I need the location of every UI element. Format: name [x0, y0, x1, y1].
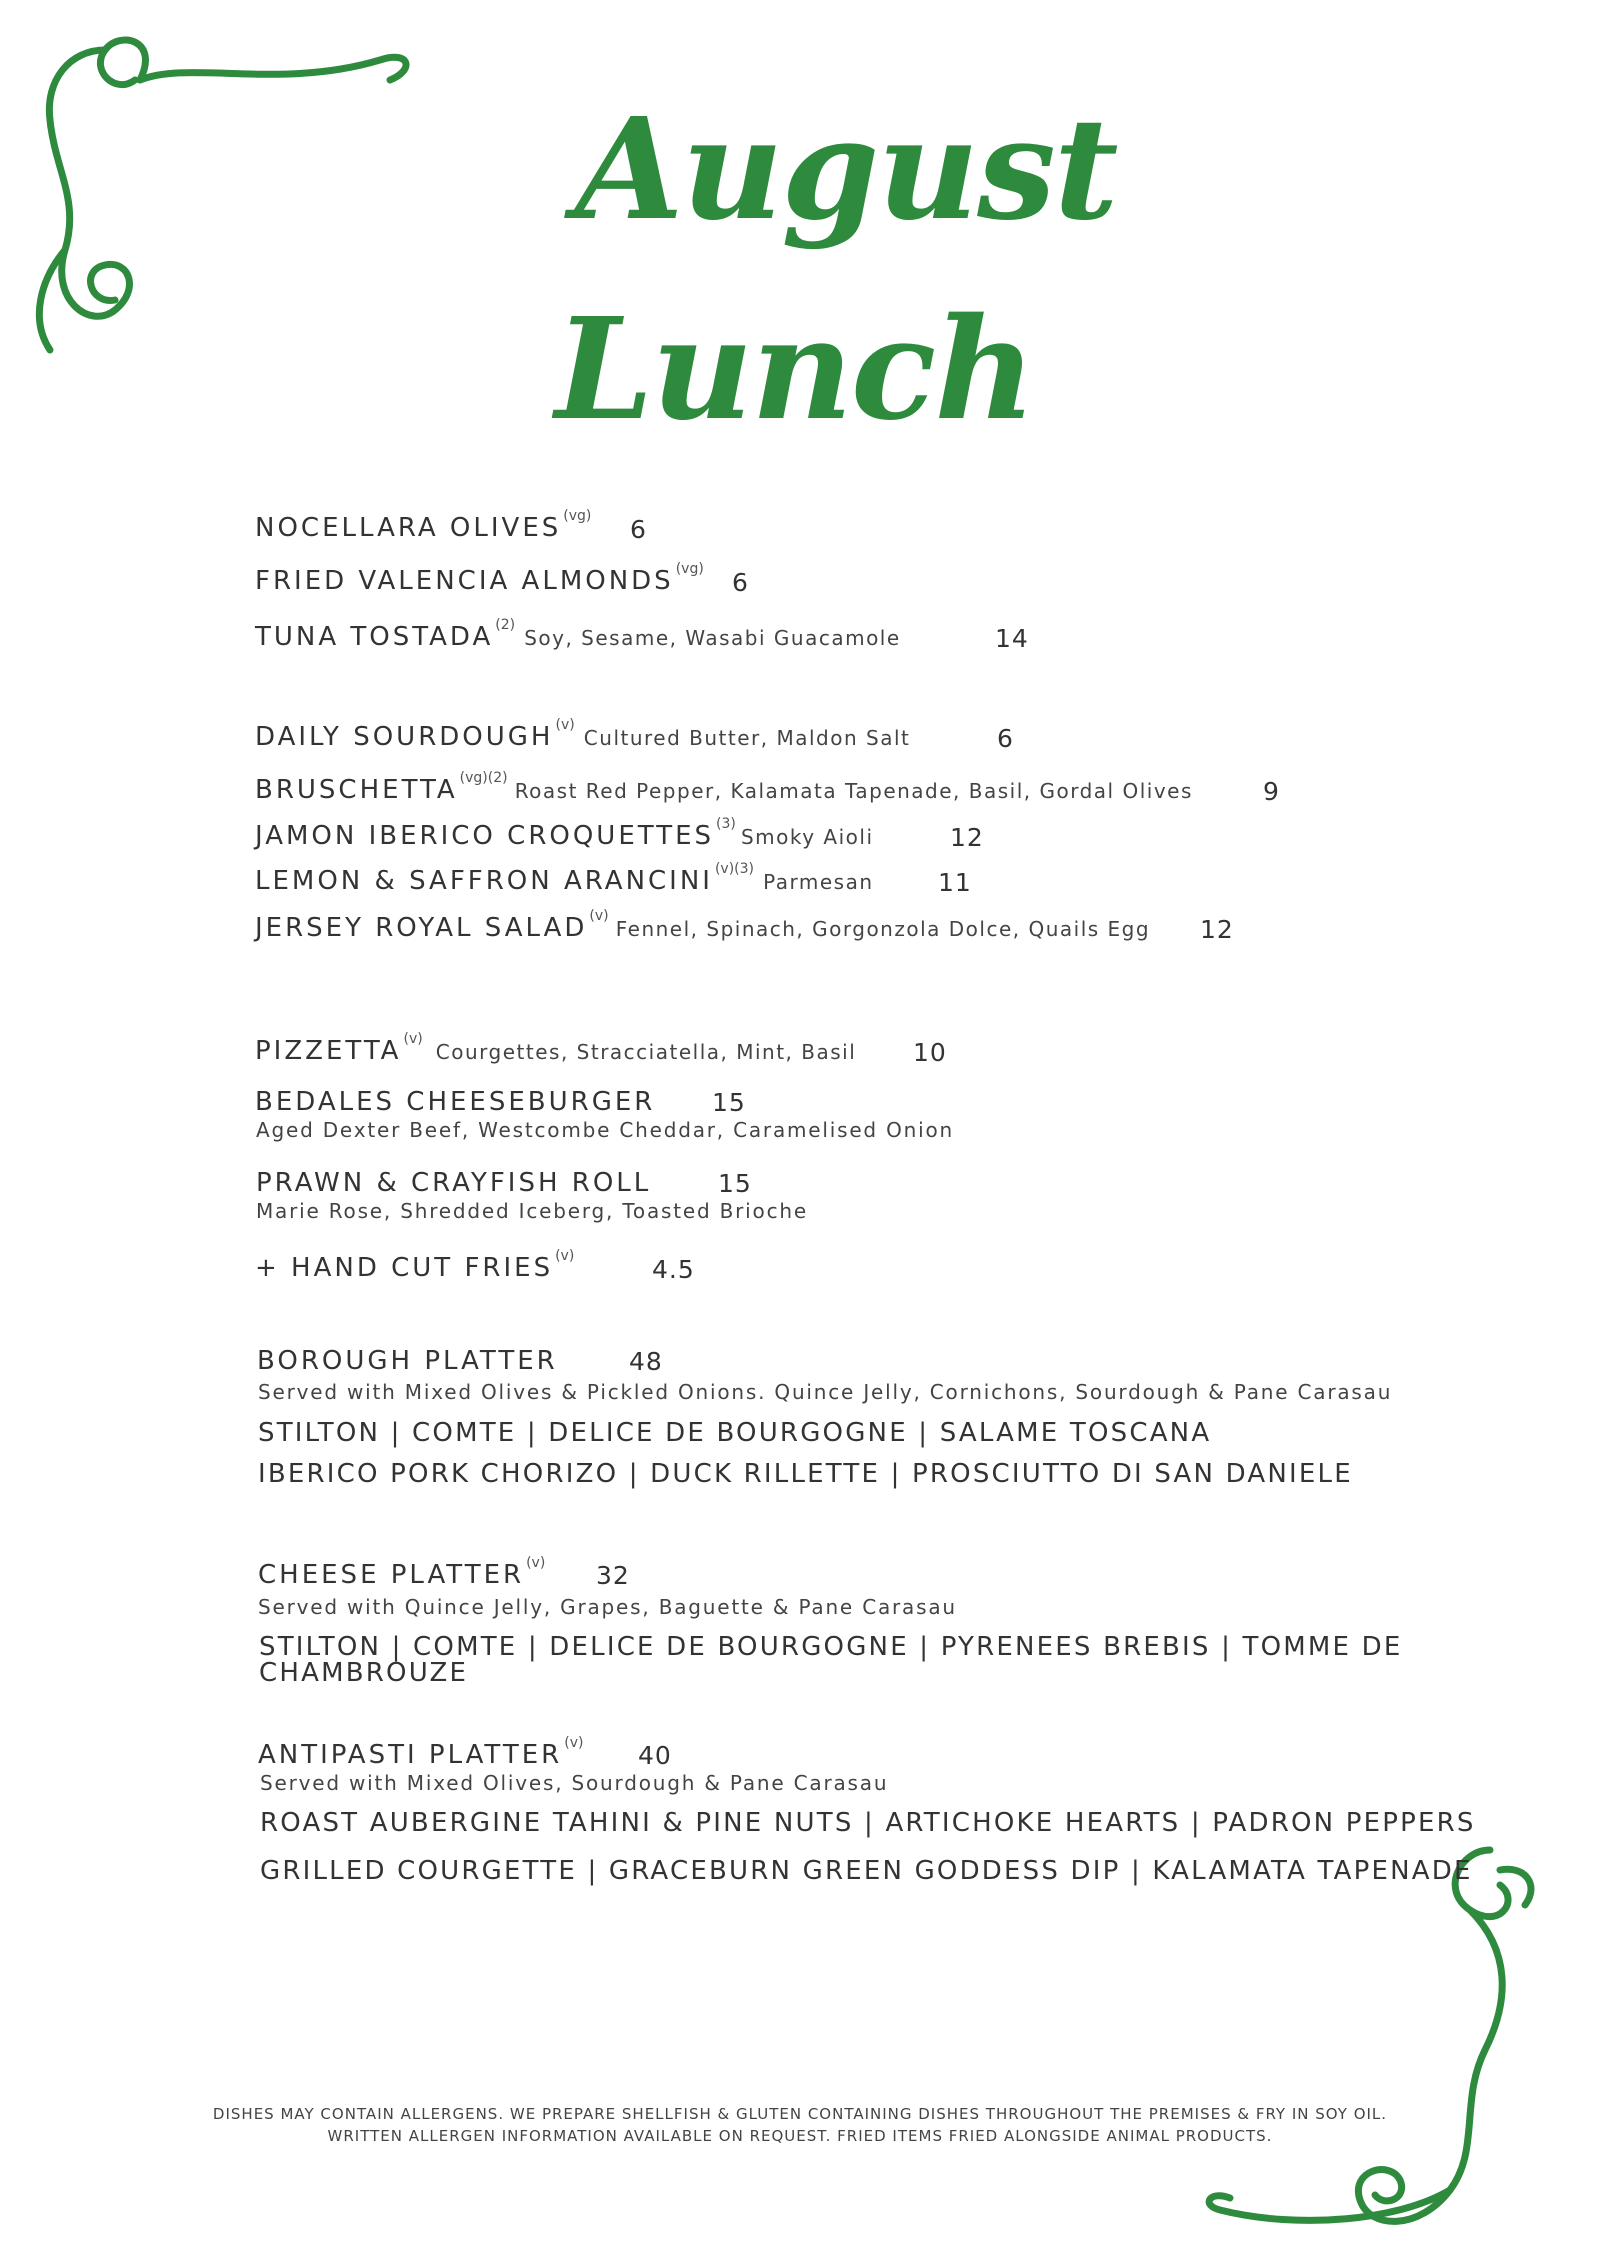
dietary-tag: (v): [555, 717, 575, 733]
dietary-tag: (2): [495, 617, 516, 633]
platter-contents: STILTON | COMTE | DELICE DE BOURGOGNE | SALAME TOSCANA: [258, 1418, 1212, 1448]
item-price: 15: [712, 1088, 746, 1117]
item-name: TUNA TOSTADA: [255, 622, 494, 652]
item-price: 11: [938, 868, 972, 897]
item-name: LEMON & SAFFRON ARANCINI: [255, 866, 713, 896]
item-price: 15: [718, 1169, 752, 1198]
dietary-tag: (v): [403, 1031, 423, 1047]
menu-item: [255, 1248, 575, 1283]
item-description: Fennel, Spinach, Gorgonzola Dolce, Quails Egg: [615, 917, 1151, 941]
page-title-line-2: Lunch: [555, 288, 1035, 452]
item-description: Served with Quince Jelly, Grapes, Baguette & Pane Carasau: [258, 1595, 957, 1619]
item-name: NOCELLARA OLIVES: [255, 513, 562, 543]
item-price: 6: [732, 568, 749, 597]
dietary-tag: (v): [589, 908, 609, 924]
menu-item: [255, 861, 874, 896]
platter-contents: ROAST AUBERGINE TAHINI & PINE NUTS | ARTICHOKE HEARTS | PADRON PEPPERS: [260, 1808, 1476, 1838]
platter-contents: GRILLED COURGETTE | GRACEBURN GREEN GODDESS DIP | KALAMATA TAPENADE: [260, 1856, 1473, 1886]
dietary-tag: (vg): [563, 508, 592, 524]
item-name: PIZZETTA: [255, 1036, 402, 1066]
item-name: PRAWN & CRAYFISH ROLL: [256, 1168, 652, 1198]
platter-contents: STILTON | COMTE | DELICE DE BOURGOGNE | PYRENEES BREBIS | TOMME DE: [259, 1632, 1403, 1662]
dietary-tag: (v): [564, 1735, 584, 1751]
item-name: DAILY SOURDOUGH: [255, 722, 554, 752]
item-name: JERSEY ROYAL SALAD: [255, 913, 588, 943]
item-price: 40: [638, 1741, 672, 1770]
item-price: 4.5: [652, 1255, 695, 1284]
menu-item: [255, 1031, 857, 1066]
item-description: Courgettes, Stracciatella, Mint, Basil: [435, 1040, 857, 1064]
menu-item: [258, 1735, 584, 1770]
item-name: CHEESE PLATTER: [258, 1560, 525, 1590]
item-name: FRIED VALENCIA ALMONDS: [255, 566, 674, 596]
item-description: Soy, Sesame, Wasabi Guacamole: [524, 626, 901, 650]
item-name: BEDALES CHEESEBURGER: [255, 1087, 656, 1117]
item-description: Marie Rose, Shredded Iceberg, Toasted Brioche: [256, 1199, 808, 1223]
item-name: BOROUGH PLATTER: [257, 1346, 558, 1376]
allergen-notice-line-1: DISHES MAY CONTAIN ALLERGENS. WE PREPARE SHELLFISH & GLUTEN CONTAINING DISHES THROUGHOUT THE PREMISES & FRY IN SOY OIL.: [212, 2105, 1388, 2123]
item-price: 12: [1200, 915, 1234, 944]
item-price: 9: [1263, 777, 1280, 806]
item-price: 10: [913, 1038, 947, 1067]
item-name: BRUSCHETTA: [255, 775, 458, 805]
dietary-tag: (vg): [675, 561, 704, 577]
menu-item: [255, 717, 911, 752]
item-description: Smoky Aioli: [740, 825, 874, 849]
menu-item: [255, 770, 1193, 805]
page-title-line-1: August: [575, 88, 1117, 252]
dietary-tag: (v): [555, 1248, 575, 1264]
item-price: 14: [995, 624, 1029, 653]
item-description: Parmesan: [763, 870, 874, 894]
menu-item: [255, 561, 704, 596]
item-price: 48: [629, 1347, 663, 1376]
dietary-tag: (v)(3): [714, 861, 755, 877]
menu-item: [258, 1555, 546, 1590]
dietary-tag: (3): [716, 816, 736, 832]
item-description: Aged Dexter Beef, Westcombe Cheddar, Caramelised Onion: [256, 1118, 954, 1142]
menu-item: [255, 617, 901, 652]
bottom-right-swirl-ornament: [1180, 1830, 1600, 2250]
item-name: ANTIPASTI PLATTER: [258, 1740, 563, 1770]
item-description: Served with Mixed Olives & Pickled Onions. Quince Jelly, Cornichons, Sourdough & Pane Carasau: [258, 1380, 1393, 1404]
platter-contents: CHAMBROUZE: [259, 1658, 469, 1688]
item-name: JAMON IBERICO CROQUETTES: [255, 821, 715, 851]
dietary-tag: (vg)(2): [459, 770, 508, 786]
menu-item: [255, 908, 1151, 943]
platter-contents: IBERICO PORK CHORIZO | DUCK RILLETTE | PROSCIUTTO DI SAN DANIELE: [258, 1459, 1353, 1489]
item-description: Cultured Butter, Maldon Salt: [583, 726, 911, 750]
item-price: 6: [997, 724, 1014, 753]
item-description: Served with Mixed Olives, Sourdough & Pane Carasau: [260, 1771, 889, 1795]
allergen-notice-line-2: WRITTEN ALLERGEN INFORMATION AVAILABLE ON REQUEST. FRIED ITEMS FRIED ALONGSIDE ANIMAL PRODUCTS.: [327, 2127, 1273, 2145]
menu-item: [255, 816, 874, 851]
item-name: + HAND CUT FRIES: [255, 1253, 554, 1283]
item-price: 12: [950, 823, 984, 852]
item-price: 32: [596, 1561, 630, 1590]
menu-item: [255, 508, 592, 543]
top-left-swirl-ornament: [20, 20, 440, 450]
item-description: Roast Red Pepper, Kalamata Tapenade, Basil, Gordal Olives: [514, 779, 1193, 803]
dietary-tag: (v): [526, 1555, 546, 1571]
item-price: 6: [630, 515, 647, 544]
